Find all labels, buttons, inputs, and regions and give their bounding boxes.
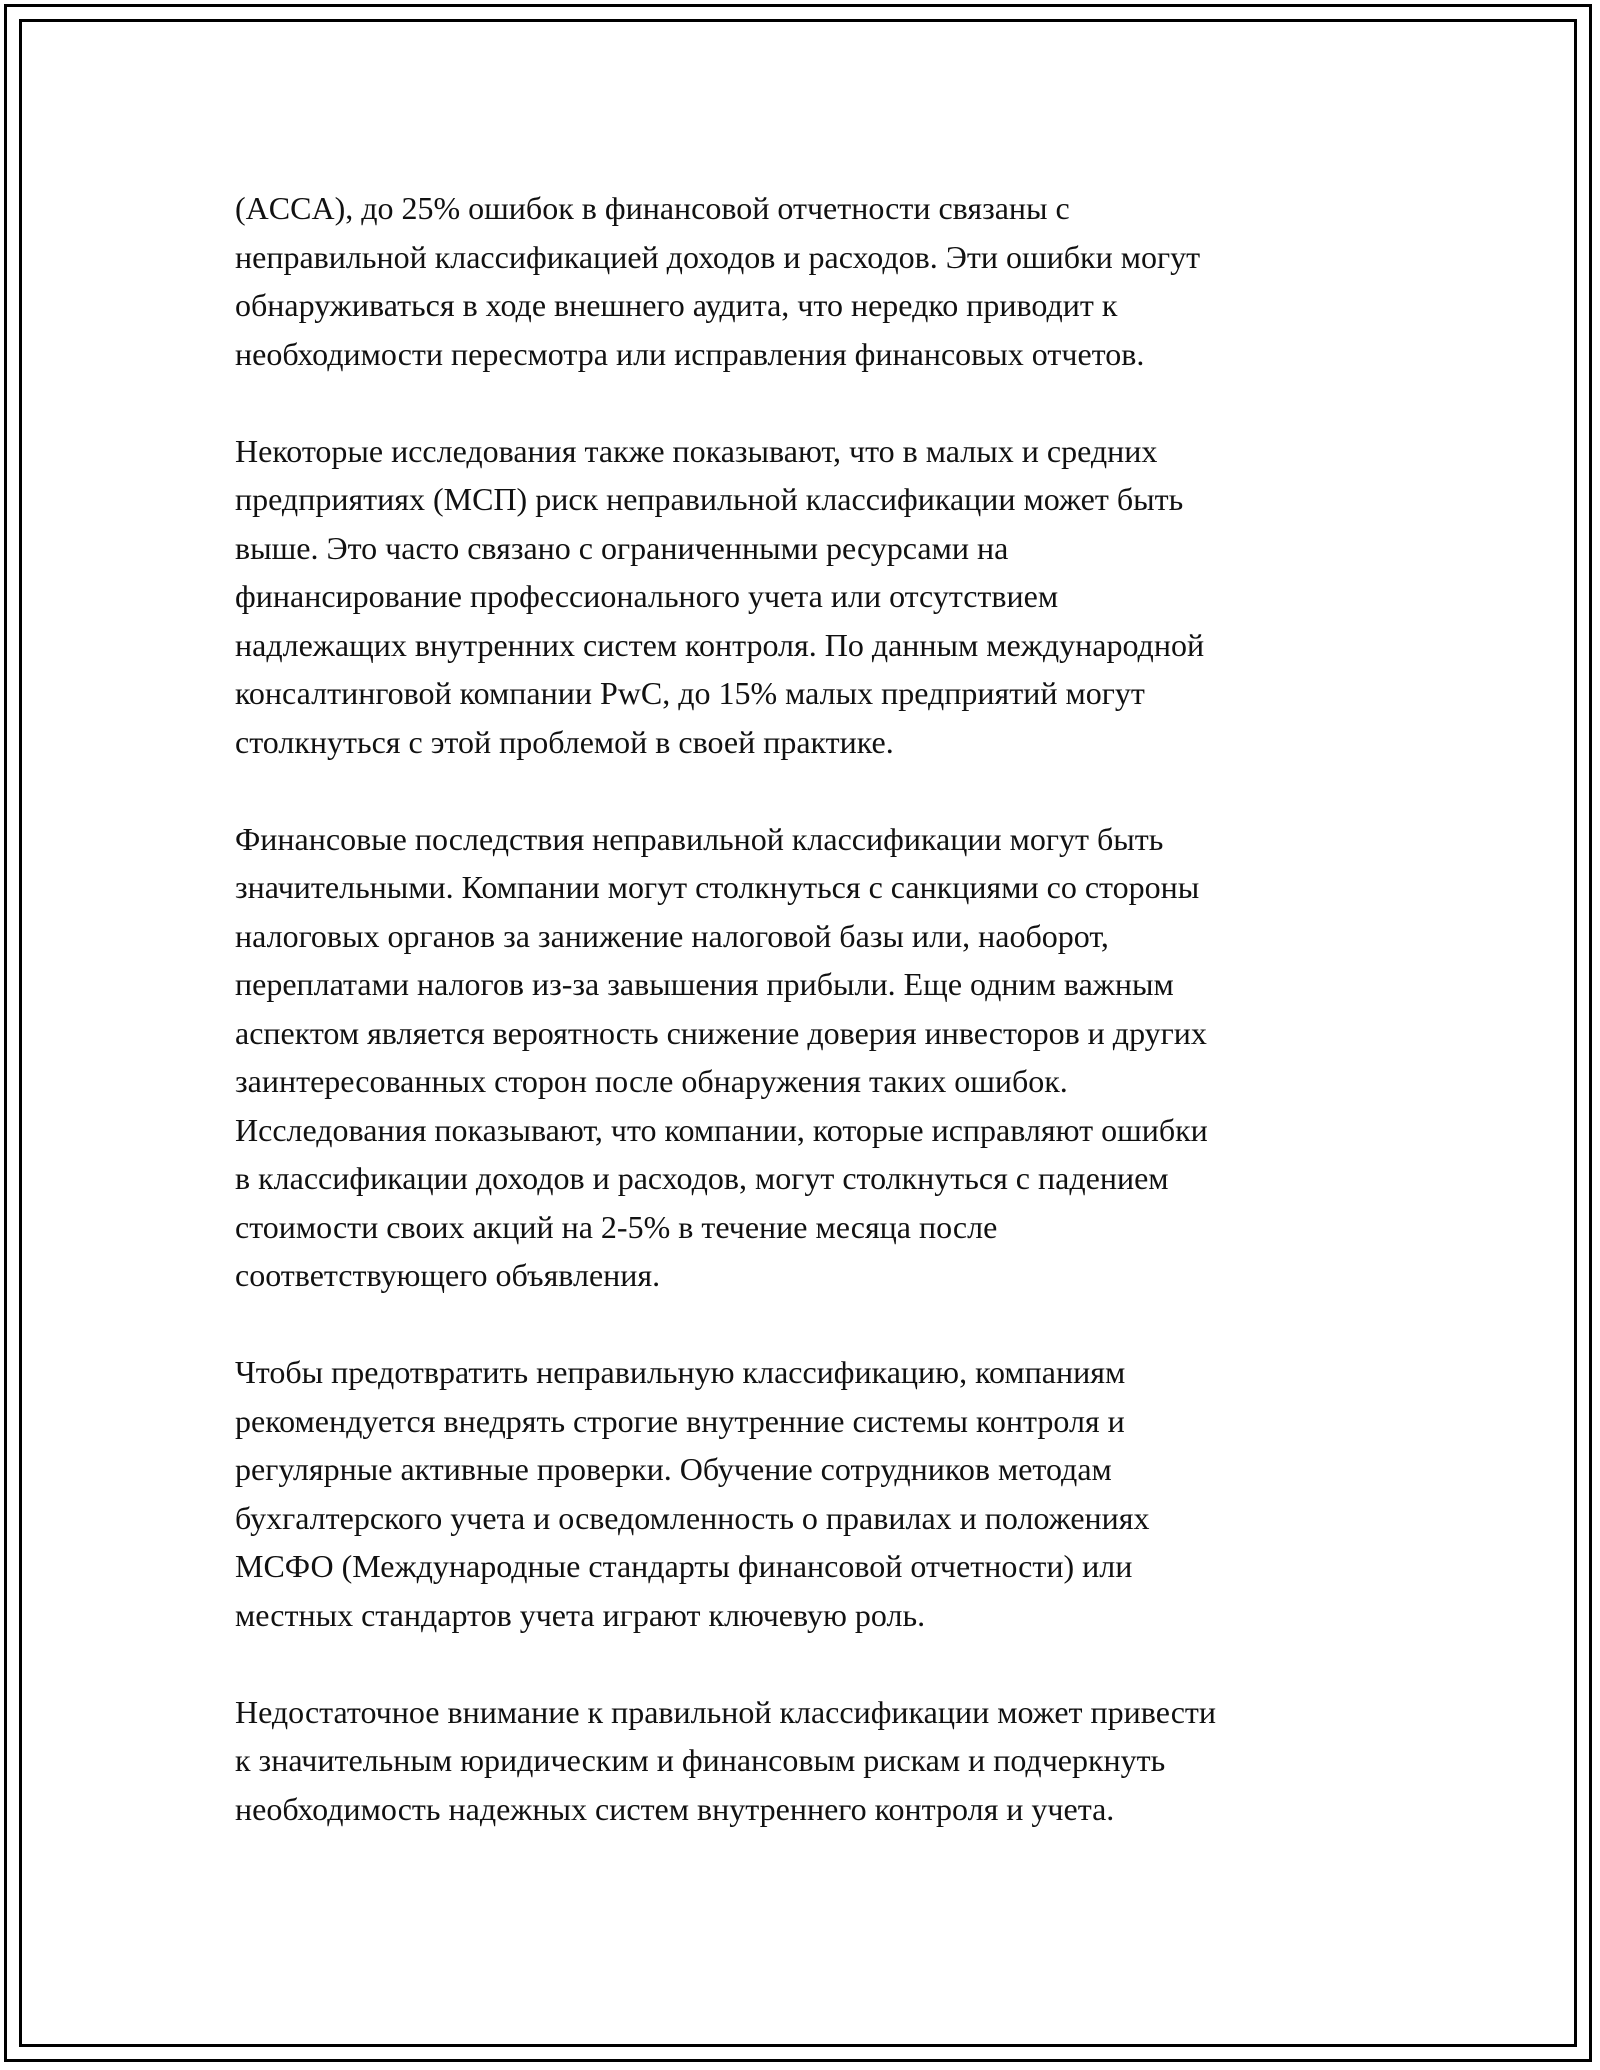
paragraph-2: Некоторые исследования также показывают, что в малых и средних предприятиях (МСП) риск неправильной классификации может быть выше. Это часто связано с ограниченными ресурсами на финансирование профессионального учета или отсутствием надлежащих внутренних систем контроля. По данным международной консалтинговой компании PwC, до 15% малых предприятий могут столкнуться с этой проблемой в своей практике. (235, 432, 1205, 760)
paragraph-3: Финансовые последствия неправильной классификации могут быть значительными. Компании могут столкнуться с санкциями со стороны налоговых органов за занижение налоговой базы или, наоборот, переплатами налогов из-за завышения прибыли. Еще одним важным аспектом является вероятность снижение доверия инвесторов и других заинтересованных сторон после обнаружения таких ошибок. Исследования показывают, что компании, которые исправляют ошибки в классификации доходов и расходов, могут столкнуться с падением стоимости своих акций на 2-5% в течение месяца после соответствующего объявления. (235, 820, 1208, 1293)
paragraph-4: Чтобы предотвратить неправильную классификацию, компаниям рекомендуется внедрять строгие внутренние системы контроля и регулярные активные проверки. Обучение сотрудников методам бухгалтерского учета и осведомленность о правилах и положениях МСФО (Международные стандарты финансовой отчетности) или местных стандартов учета играют ключевую роль. (235, 1354, 1150, 1633)
paragraph-5: Недостаточное внимание к правильной классификации может привести к значительным юридическим и финансовым рискам и подчеркнуть необходимость надежных систем внутреннего контроля и учета. (235, 1693, 1216, 1827)
paragraph-1: (ACCA), до 25% ошибок в финансовой отчетности связаны с неправильной классификацией доходов и расходов. Эти ошибки могут обнаруживаться в ходе внешнего аудита, что нередко приводит к необходимости пересмотра или исправления финансовых отчетов. (235, 190, 1201, 372)
document-body (235, 184, 1365, 1833)
